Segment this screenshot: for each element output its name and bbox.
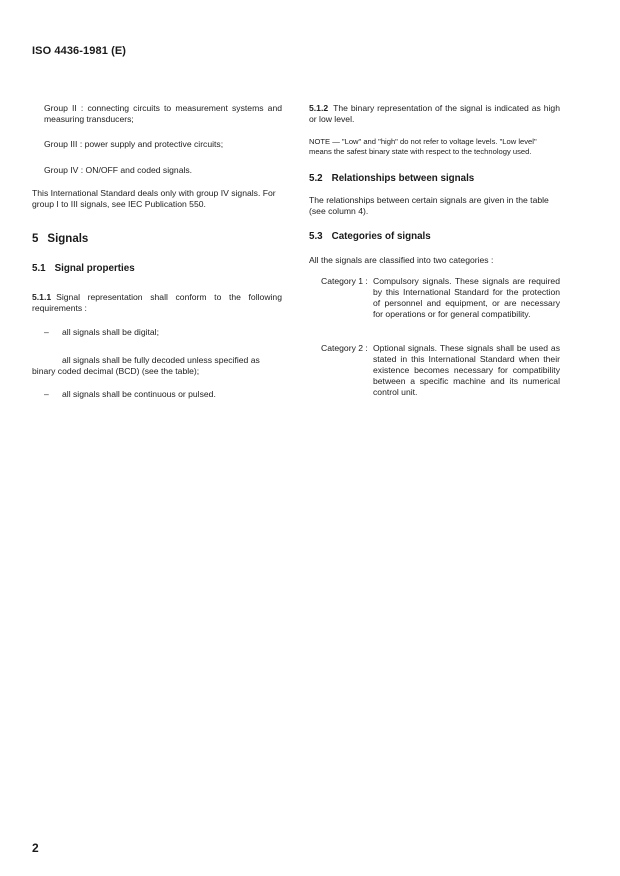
group-iv-text: Group IV : ON/OFF and coded signals. bbox=[44, 165, 193, 175]
section-5-1-heading bbox=[32, 263, 282, 274]
section-5-1-title: Signal properties bbox=[54, 263, 135, 274]
page-number: 2 bbox=[32, 841, 39, 855]
section-5-1-1-paragraph bbox=[32, 292, 282, 314]
bullet-text: all signals shall be fully decoded unless specified as binary coded decimal (BCD) (see the table); bbox=[32, 355, 260, 376]
section-5-1-number: 5.1 bbox=[32, 263, 46, 274]
bullet-text: all signals shall be continuous or pulsed. bbox=[62, 389, 216, 399]
bullet-dash: – bbox=[44, 389, 49, 399]
group-ii-text: Group II : connecting circuits to measurement systems and measuring transducers; bbox=[44, 103, 282, 124]
bullet-item bbox=[44, 389, 282, 400]
category-1-label: Category 1 : bbox=[321, 276, 368, 286]
section-5-number: 5 bbox=[32, 233, 39, 245]
document-header: ISO 4436-1981 (E) bbox=[32, 45, 127, 57]
section-5-3-title: Categories of signals bbox=[331, 231, 431, 242]
section-5-1-2-paragraph bbox=[309, 103, 560, 125]
category-1-text: Compulsory signals. These signals are required by this International Standard for the protection of personnel and equipment, or are necessary for operations or for general compatibility. bbox=[373, 276, 560, 319]
section-5-2-text: The relationships between certain signals are given in the table (see column 4). bbox=[309, 195, 549, 216]
section-5-3-text: All the signals are classified into two categories : bbox=[309, 255, 494, 265]
bullet-item bbox=[32, 352, 282, 377]
bullet-text: all signals shall be digital; bbox=[62, 327, 159, 337]
section-5-2-title: Relationships between signals bbox=[331, 173, 475, 184]
section-5-3-number: 5.3 bbox=[309, 231, 323, 242]
section-5-2-number: 5.2 bbox=[309, 173, 323, 184]
intro-paragraph: This International Standard deals only with group IV signals. For group I to III signals, see IEC Publication 550. bbox=[32, 188, 276, 209]
section-5-1-1-text: Signal representation shall conform to the following requirements : bbox=[32, 292, 282, 313]
category-2-text: Optional signals. These signals shall be used as stated in this International Standard when their existence becomes necessary for compatibility between a specific machine and its numerical control unit. bbox=[373, 343, 560, 397]
section-5-2-heading bbox=[309, 173, 560, 184]
section-5-title: Signals bbox=[47, 233, 89, 245]
section-5-1-2-number: 5.1.2 bbox=[309, 103, 329, 113]
category-2-label: Category 2 : bbox=[321, 343, 368, 353]
section-5-heading bbox=[32, 233, 282, 245]
note-paragraph: NOTE — "Low" and "high" do not refer to voltage levels. "Low level" means the safest binary state with respect to the technology used. bbox=[309, 137, 537, 156]
section-5-1-1-number: 5.1.1 bbox=[32, 292, 52, 302]
bullet-item bbox=[44, 327, 282, 338]
bullet-dash: – bbox=[44, 327, 49, 337]
group-iii-text: Group III : power supply and protective circuits; bbox=[44, 139, 224, 149]
section-5-1-2-text: The binary representation of the signal is indicated as high or low level. bbox=[309, 103, 560, 124]
section-5-3-heading bbox=[309, 231, 560, 242]
